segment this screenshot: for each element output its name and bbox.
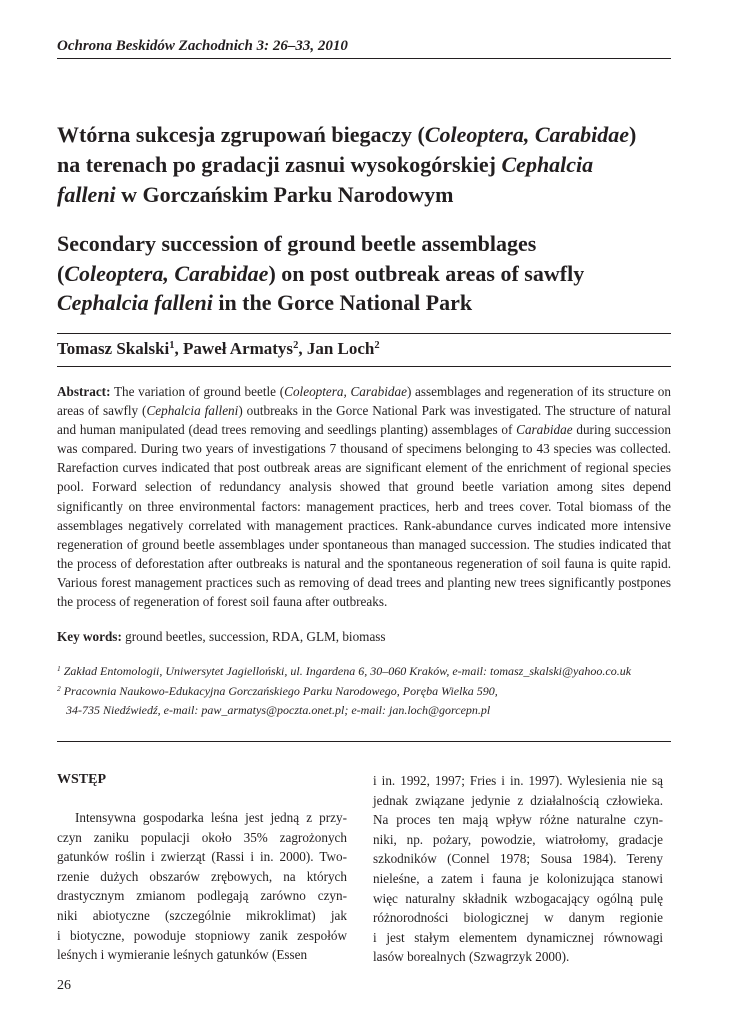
- title-pl-line-3: falleni w Gorczańskim Parku Narodowym: [57, 182, 454, 207]
- paragraph-line: i in. 1992, 1997; Fries i in. 1997). Wylesienia nie są: [373, 773, 663, 788]
- paragraph-line: i jest stałym elementem dynamicznej równowagi: [373, 929, 663, 945]
- keywords: [57, 627, 671, 646]
- column-left: [57, 771, 347, 965]
- paragraph-line: Na proces ten mają wpływ różne naturalne czyn-: [373, 812, 663, 828]
- affiliations-rule: [57, 741, 671, 742]
- paragraph-line: lasów borealnych (Szwagrzyk 2000).: [373, 949, 570, 965]
- paragraph-line: i biotyczne, powoduje stopniowy zanik zespołów: [57, 927, 347, 943]
- affiliation-1-text: Zakład Entomologii, Uniwersytet Jagielloński, ul. Ingardena 6, 30–060 Kraków, e-mail: tomasz_skalski@yahoo.co.uk: [60, 664, 632, 678]
- paragraph-line: szkodników (Connel 1978; Sousa 1984). Tereny: [373, 851, 663, 867]
- title-pl-line-1: Wtórna sukcesja zgrupowań biegaczy (Coleoptera, Carabidae): [57, 122, 637, 147]
- title-en-line-1: Secondary succession of ground beetle assemblages: [57, 231, 537, 256]
- author-separator: ,: [174, 339, 184, 358]
- paragraph-line: niki abiotyczne (szczególnie mikroklimat) jak: [57, 907, 347, 923]
- affiliation-1-marker: 1: [57, 663, 61, 673]
- author-list: [57, 338, 380, 360]
- abstract-taxon: Carabidae: [516, 422, 573, 438]
- header-rule: [57, 58, 671, 59]
- paragraph-line: niki, np. pożary, powodzie, wiatrołomy, gradacje: [373, 831, 663, 847]
- abstract-text: The variation of ground beetle (: [110, 384, 285, 399]
- affiliation-2: [57, 682, 687, 702]
- left-column-text: [57, 808, 347, 965]
- paragraph-line: gatunków roślin i zwierząt (Rassi i in. 2000). Two-: [57, 849, 347, 865]
- affiliation-1: [57, 662, 687, 682]
- author-loch-affiliation: 2: [374, 340, 380, 352]
- column-right: [373, 771, 663, 967]
- abstract-taxon: Coleoptera, Carabidae: [284, 384, 407, 399]
- paragraph-line: Intensywna gospodarka leśna jest jedną z przy-: [75, 810, 347, 825]
- abstract-text: during succession was compared. During two years of investigations 7 thousand of specimens belonging to 43 species was collected. Rarefaction curves indicated that post outbreak areas are significant element of the enrichment of regional species pool. Forward selection of redundancy analysis showed that ground beetle variation among sites depend significantly on three environmental factors: management practices, herb and trees cover. Total biomass of the assemblages negatively correlated with management practices. Rank-abundance curves indicated more intensive regeneration of ground beetle assemblages under spontaneous than managed succession. The studies indicated that the process of deforestation after outbreaks is natural and the spontaneous regeneration of soil fauna is quite rapid. Various forest management practices such as removing of dead trees and planting new trees significantly postpones the process of regeneration of forest soil fauna after outbreaks.: [57, 422, 671, 610]
- abstract-label: Abstract:: [57, 384, 111, 399]
- author-loch: Jan Loch: [306, 339, 375, 358]
- keywords-text: ground beetles, succession, RDA, GLM, biomass: [121, 629, 386, 644]
- page-number: 26: [57, 978, 71, 993]
- author-skalski-affiliation: 1: [169, 340, 175, 352]
- author-separator: ,: [298, 339, 307, 358]
- affiliation-2-marker: 2: [57, 683, 61, 693]
- abstract-text: ) outbreaks in the Gorce National Park was investigated. The structure of natural and human manipulated (dead trees removing and seedlings planting) assemblages of: [57, 403, 671, 438]
- journal-header: Ochrona Beskidów Zachodnich 3: 26–33, 2010: [57, 38, 348, 54]
- affiliation-2-text: Pracownia Naukowo-Edukacyjna Gorczańskiego Parku Narodowego, Poręba Wielka 590,: [60, 683, 498, 698]
- paragraph-line: różnorodności biologicznej w danym regionie: [373, 910, 663, 926]
- abstract-text: ) assemblages and regeneration of its structure on areas of sawfly (: [57, 384, 671, 419]
- section-heading: WSTĘP: [57, 772, 107, 787]
- author-armatys-affiliation: 2: [293, 340, 299, 352]
- affiliations: [57, 662, 687, 721]
- authors-bottom-rule: [57, 366, 671, 367]
- affiliation-2-cont: 34-735 Niedźwiedź, e-mail: paw_armatys@poczta.onet.pl; e-mail: jan.loch@gorcepn.pl: [66, 703, 491, 717]
- title-pl-line-2: na terenach po gradacji zasnui wysokogórskiej Cephalcia: [57, 152, 594, 177]
- title-english: [57, 229, 677, 318]
- paragraph-line: nieleśne, a zatem i fauna je kolonizująca stanowi: [373, 870, 663, 886]
- abstract-taxon: Cephalcia falleni: [146, 403, 239, 419]
- authors-top-rule: [57, 333, 671, 334]
- abstract: [57, 382, 671, 611]
- author-skalski: Tomasz Skalski: [57, 339, 170, 358]
- paragraph-line: jednak związane jedynie z działalnością człowieka.: [373, 792, 663, 808]
- right-column-text: [373, 771, 663, 967]
- title-en-line-2: (Coleoptera, Carabidae) on post outbreak areas of sawfly: [57, 260, 585, 286]
- paragraph-line: czyn zaniku populacji około 35% zagrożonych: [57, 829, 347, 845]
- keywords-label: Key words:: [57, 629, 122, 644]
- paragraph-line: drastycznym zmianom podlegają zarówno czyn-: [57, 888, 347, 904]
- paragraph-line: rzenie dużych obszarów zrębowych, na których: [57, 868, 347, 884]
- paragraph-line: więc naturalny składnik wzbogacający ogólną pulę: [373, 890, 663, 906]
- title-polish: [57, 120, 677, 210]
- title-en-line-3: Cephalcia falleni in the Gorce National Park: [57, 290, 473, 315]
- author-armatys: Paweł Armatys: [183, 339, 294, 358]
- paragraph-line: leśnych i wymieranie leśnych gatunków (Essen: [57, 947, 308, 963]
